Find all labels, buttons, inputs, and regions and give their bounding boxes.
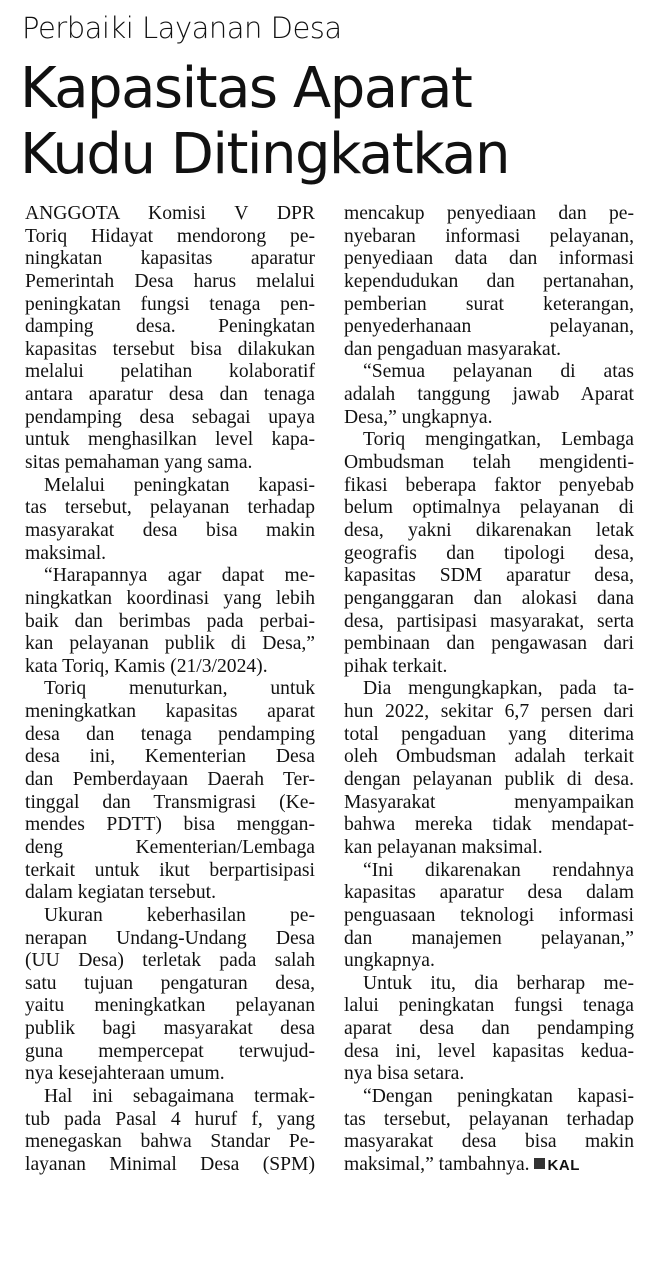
text-line: ningkatkan koordinasi yang lebih (25, 587, 315, 609)
text-line: dan Pemberdayaan Daerah Ter- (25, 769, 315, 791)
text-line: meningkatkan kapasitas aparat (25, 701, 315, 723)
text-line: masyarakat desa bisa makin (25, 519, 315, 541)
text-line: dengan pelayanan publik di desa. (344, 769, 634, 791)
text-line: mendes PDTT) bisa menggan- (25, 814, 315, 836)
text-line: maksimal. (25, 542, 107, 564)
closing-line (344, 1154, 634, 1177)
text-line: “Dengan peningkatan kapasi- (363, 1085, 634, 1107)
text-line: ungkapnya. (344, 950, 435, 972)
text-line: nya bisa setara. (344, 1063, 465, 1085)
text-line: nyebaran informasi pelayanan, (344, 225, 634, 247)
text-line: penyediaan data dan informasi (344, 248, 634, 270)
text-line: yaitu meningkatkan pelayanan (25, 995, 315, 1017)
headline-line-1: Kapasitas Aparat (20, 56, 472, 121)
text-line: desa, partisipasi masyarakat, serta (344, 610, 634, 632)
text-line: tub pada Pasal 4 huruf f, yang (25, 1108, 315, 1130)
text-line: untuk menghasilkan level kapa- (25, 429, 315, 451)
text-line: Ombudsman telah mengidenti- (344, 452, 634, 474)
article-column-left (25, 203, 315, 1177)
text-line: damping desa. Peningkatan (25, 316, 315, 338)
author-byline: KAL (547, 1156, 580, 1174)
text-line: nerapan Undang-Undang Desa (25, 927, 315, 949)
text-line: Ukuran keberhasilan pe- (44, 904, 315, 926)
text-line: “Harapannya agar dapat me- (44, 565, 315, 587)
text-line: desa ini, level kapasitas kedua- (344, 1040, 634, 1062)
text-line: pembinaan dan pengawasan dari (344, 633, 634, 655)
text-line: aparat desa dan pendamping (344, 1018, 634, 1040)
text-line: Toriq Hidayat mendorong pe- (25, 225, 315, 247)
text-line: Pemerintah Desa harus melalui (25, 270, 315, 292)
text-line: lalui peningkatan fungsi tenaga (344, 995, 634, 1017)
text-line: oleh Ombudsman adalah terkait (344, 746, 634, 768)
text-line: penguasaan teknologi informasi (344, 904, 634, 926)
text-line: dalam kegiatan tersebut. (25, 882, 216, 904)
end-mark-icon (534, 1158, 545, 1169)
text-line: baik dan berimbas pada perbai- (25, 610, 315, 632)
text-line: melalui pelatihan kolaboratif (25, 361, 315, 383)
text-line: penganggaran dan alokasi dana (344, 587, 634, 609)
text-line: mencakup penyediaan dan pe- (344, 203, 634, 224)
text-line: Dia mengungkapkan, pada ta- (363, 678, 634, 700)
text-line: guna mempercepat terwujud- (25, 1040, 315, 1062)
text-line: desa ini, Kementerian Desa (25, 746, 315, 768)
article-kicker: Perbaiki Layanan Desa (22, 11, 342, 45)
text-line: tas tersebut, pelayanan terhadap (25, 497, 315, 519)
text-line: Melalui peningkatan kapasi- (44, 474, 315, 496)
text-line: kan pelayanan publik di Desa,” (25, 633, 315, 655)
closing-text: maksimal,” tambahnya. (344, 1153, 530, 1175)
text-line: (UU Desa) terletak pada salah (25, 950, 315, 972)
text-line: terkait untuk ikut berpartisipasi (25, 859, 315, 881)
text-line: Masyarakat menyampaikan (344, 791, 634, 813)
text-line: penyederhanaan pelayanan, (344, 316, 634, 338)
text-line: tas tersebut, pelayanan terhadap (344, 1108, 634, 1130)
text-line: dan pengaduan masyarakat. (344, 338, 562, 360)
text-line: geografis dan tipologi desa, (344, 542, 634, 564)
text-line: peningkatan fungsi tenaga pen- (25, 293, 315, 315)
text-line: adalah tanggung jawab Aparat (344, 384, 634, 406)
text-line: kapasitas SDM aparatur desa, (344, 565, 634, 587)
text-line: publik bagi masyarakat desa (25, 1018, 315, 1040)
column-lines (344, 203, 634, 1154)
text-line: Desa,” ungkapnya. (344, 406, 493, 428)
text-line: tinggal dan Transmigrasi (Ke- (25, 791, 315, 813)
text-line: layanan Minimal Desa (SPM) (25, 1153, 315, 1175)
text-line: “Semua pelayanan di atas (363, 361, 634, 383)
text-line: menegaskan bahwa Standar Pe- (25, 1131, 315, 1153)
text-line: Untuk itu, dia berharap me- (363, 972, 634, 994)
text-line: pendamping desa sebagai upaya (25, 406, 315, 428)
text-line: deng Kementerian/Lembaga (25, 836, 315, 858)
text-line: dan manajemen pelayanan,” (344, 927, 634, 949)
text-line: bahwa mereka tidak mendapat- (344, 814, 634, 836)
text-line: antara aparatur desa dan tenaga (25, 384, 315, 406)
text-line: pemberian surat keterangan, (344, 293, 634, 315)
article-headline (20, 56, 509, 188)
headline-line-2: Kudu Ditingkatkan (20, 122, 509, 187)
text-line: total pengaduan yang diterima (344, 723, 634, 745)
text-line: fikasi beberapa faktor penyebab (344, 474, 634, 496)
text-line: Hal ini sebagaimana termak- (44, 1085, 315, 1107)
text-line: nya kesejahteraan umum. (25, 1063, 225, 1085)
text-line: kependudukan dan pertanahan, (344, 270, 634, 292)
text-line: “Ini dikarenakan rendahnya (363, 859, 634, 881)
article-column-right (344, 203, 634, 1177)
text-line: desa, yakni dikarenakan letak (344, 519, 634, 541)
text-line: hun 2022, sekitar 6,7 persen dari (344, 701, 634, 723)
text-line: kata Toriq, Kamis (21/3/2024). (25, 655, 268, 677)
text-line: sitas pemahaman yang sama. (25, 452, 253, 474)
text-line: Toriq menuturkan, untuk (44, 678, 315, 700)
text-line: ANGGOTA Komisi V DPR (25, 203, 315, 224)
text-line: desa dan tenaga pendamping (25, 723, 315, 745)
text-line: kapasitas aparatur desa dalam (344, 882, 634, 904)
text-line: satu tujuan pengaturan desa, (25, 972, 315, 994)
text-line: ningkatan kapasitas aparatur (25, 248, 315, 270)
text-line: pihak terkait. (344, 655, 448, 677)
text-line: masyarakat desa bisa makin (344, 1131, 634, 1153)
text-line: belum optimalnya pelayanan di (344, 497, 634, 519)
text-line: Toriq mengingatkan, Lembaga (363, 429, 634, 451)
text-line: kan pelayanan maksimal. (344, 836, 543, 858)
text-line: kapasitas tersebut bisa dilakukan (25, 338, 315, 360)
